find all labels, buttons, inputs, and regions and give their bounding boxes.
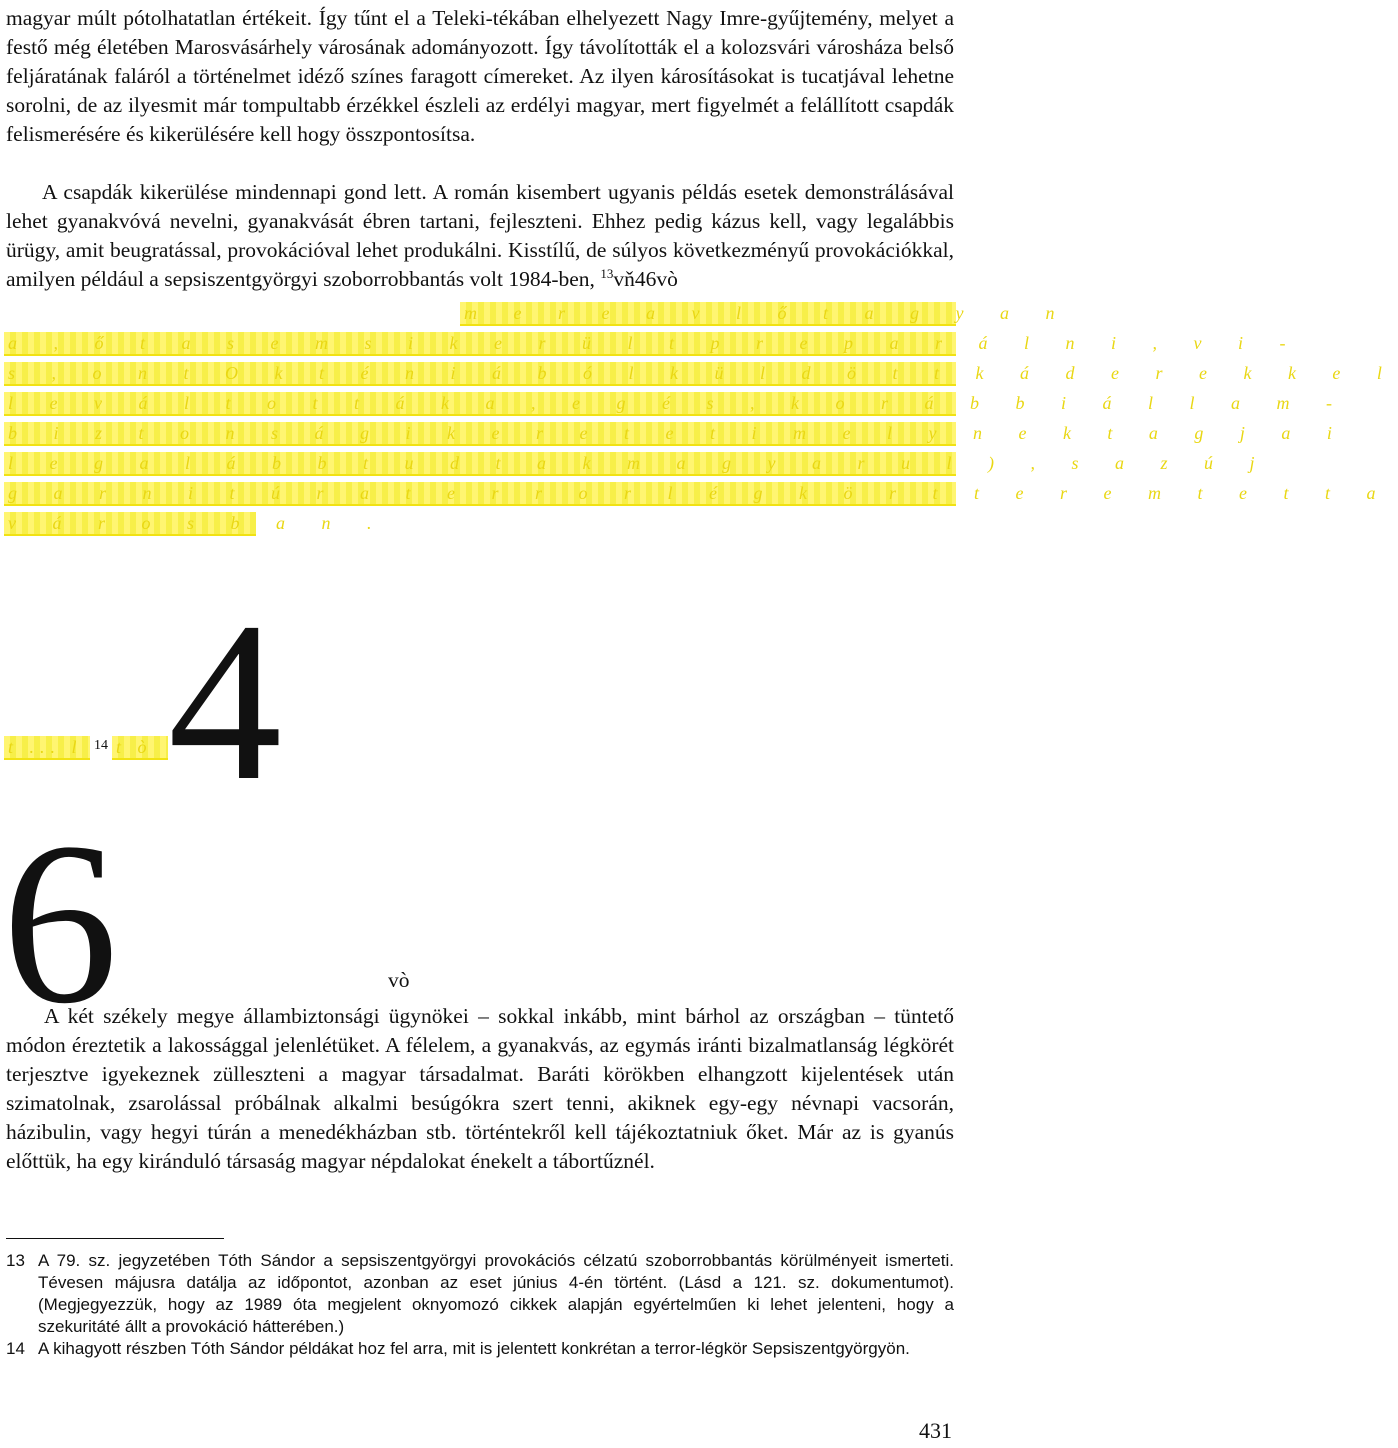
footnote-ref-13[interactable]: 13 — [600, 266, 614, 281]
paragraph-1-text: magyar múlt pótolhatatlan értékeit. Így tűnt el a Teleki-tékában elhelyezett Nagy Imre-gyűjtemény, melyet a festő még életében Marosvásárhely városának adományozott. Így távolították el a kolozsvári városháza belső feljáratának faláról a történelmet idéző színes faragott címereket. Az ilyen károsításokat is tucatjával lehetne sorolni, de az ilyesmit már tompultabb érzékkel észleli az erdélyi magyar, mert figyelmét a felállított csapdák felismerésére és kikerülésére kell hogy összpontosítsa. — [6, 6, 954, 146]
highlighted-garbled-line-0 — [460, 302, 1071, 326]
footnote-14 — [6, 1338, 954, 1360]
footnote-separator — [6, 1238, 224, 1239]
highlight-text: b i z t o n s á g i k e r e t e t i m e l y n e k t a g j a i — [8, 423, 1348, 443]
highlight-text: l e g a l á b b t u d t a k m a g y a r u l ) , s a z ú j — [8, 453, 1271, 473]
footnote-text: A 79. sz. jegyzetében Tóth Sándor a sepsiszentgyörgyi provokációs célzatú szoborrobbantás körülményeit ismerteti. Tévesen májusra datálja az időpontot, azonban az eset június 4-én történt. (Lásd a 121. sz. dokumentumot). (Megjegyezzük, hogy az 1989 óta megjelent oknyomozó cikkek alapján egyértelműen ki lehet jelenteni, hogy a szekuritáté állt a provokáció hátterében.) — [38, 1251, 954, 1336]
highlight-text: a , ő t a s e m s i k e r ü l t p r e p a r á l n i , v i - — [8, 333, 1302, 353]
paragraph-2 — [6, 178, 954, 294]
highlighted-garbled-line-2 — [4, 362, 1398, 386]
highlighted-garbled-fragment-left — [4, 736, 90, 760]
large-digit-6: 6 — [2, 795, 118, 1052]
highlight-text: m e r e a v l ő t a g y a n — [464, 303, 1071, 323]
footnote-ref-14[interactable]: 14 — [94, 738, 108, 753]
paragraph-2-text: A csapdák kikerülése mindennapi gond lett. A román kisembert ugyanis példás esetek demonstrálásával lehet gyanakvóvá nevelni, gyanakvását ébren tartani, fejleszteni. Ehhez pedig kázus kell, vagy legalábbis ürügy, amit beugratással, provokációval lehet produkálni. Kisstílű, de súlyos következményű provokációkkal, amilyen például a sepsiszentgyörgyi szoborrobbantás volt 1984-ben, — [6, 180, 954, 291]
paragraph-3-text: A két székely megye állambiztonsági ügynökei – sokkal inkább, mint bárhol az országban – tüntető módon éreztetik a lakossággal jelenlétüket. A félelem, a gyanakvás, az egymás iránti bizalmatlanság légkörét terjesztve igyekeznek züllеszteni a magyar társadalmat. Baráti körökben elhangzott kijelentések után szimatolnak, zsarolással próbálnak alkalmi besúgókra szert tenni, akiknek egy-egy névnapi vacsorán, házibulin, vagy hegyi túrán a menedékházban stb. történtekről kell tájékoztatniuk őket. Már az is gyanús előttük, ha egy kiránduló társaság magyar népdalokat énekelt a tábortűznél. — [6, 1004, 954, 1173]
footnote-number: 14 — [6, 1339, 25, 1358]
large-digit-4: 4 — [168, 576, 282, 828]
highlighted-garbled-line-7 — [4, 512, 388, 536]
highlight-text: g a r n i t ú r a t e r r o r l é g k ö r t t e r e m t e t t a — [8, 483, 1392, 503]
highlighted-garbled-line-5 — [4, 452, 1271, 476]
highlighted-garbled-line-3 — [4, 392, 1348, 416]
highlighted-garbled-line-6 — [4, 482, 1392, 506]
paragraph-1 — [6, 4, 954, 149]
highlight-text: t ... l — [8, 737, 83, 757]
paragraph-3 — [6, 1002, 954, 1176]
highlight-text: s , o n t O k t é n i á b ó l k ü l d ö t t k á d e r e k k e l — [8, 363, 1398, 383]
garbled-fragment-vo: vò — [388, 968, 410, 992]
footnote-number: 13 — [6, 1251, 25, 1270]
footnote-13 — [6, 1250, 954, 1338]
garbled-text: vň46vò — [613, 267, 678, 291]
highlight-text: l e v á l t o t t á k a , e g é s , k o r á b b i á l l a m - — [8, 393, 1348, 413]
highlighted-garbled-line-1 — [4, 332, 1302, 356]
highlighted-garbled-line-4 — [4, 422, 1348, 446]
highlight-text: v á r o s b a n . — [8, 513, 388, 533]
footnote-text: A kihagyott részben Tóth Sándor példákat hoz fel arra, mit is jelentett konkrétan a terror-légkör Sepsiszentgyörgyön. — [38, 1339, 910, 1358]
page-number: 431 — [919, 1418, 952, 1443]
highlighted-garbled-fragment-right — [112, 736, 168, 760]
highlight-text: t ò — [116, 737, 153, 757]
